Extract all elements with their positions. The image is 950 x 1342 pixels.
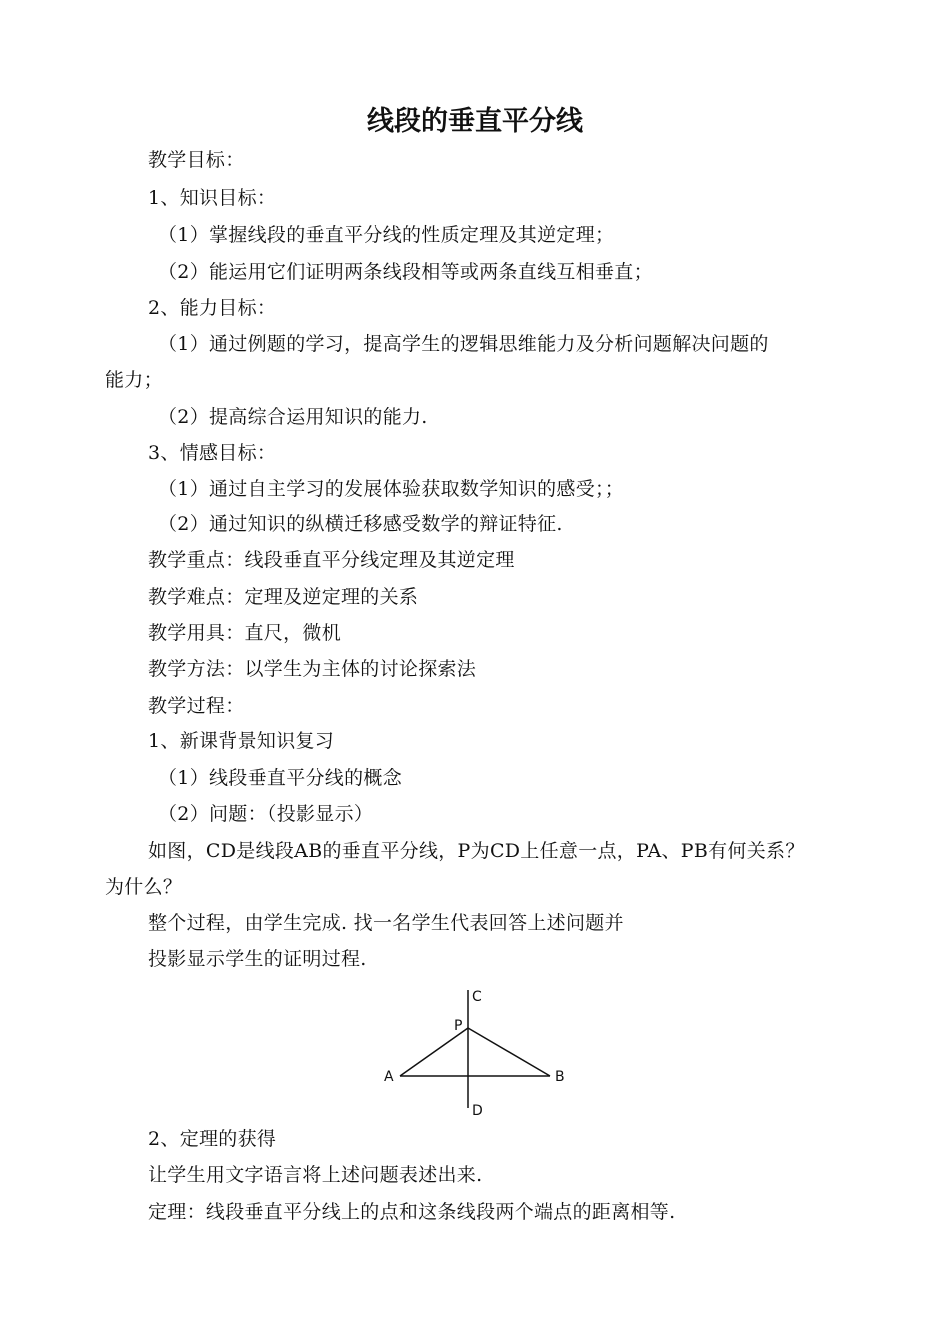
text-line: 教学目标： (148, 149, 245, 171)
text-line: 为什么？ (105, 876, 183, 898)
label-d: D (472, 1103, 483, 1119)
text-line: （1）线段垂直平分线的概念 (158, 767, 402, 789)
text-line: 1、知识目标： (148, 187, 277, 209)
text-line: 教学重点：线段垂直平分线定理及其逆定理 (148, 549, 515, 571)
text-line: 2、能力目标： (148, 297, 277, 319)
text-line: （2）问题：（投影显示） (158, 803, 374, 825)
text-line: （1）通过自主学习的发展体验获取数学知识的感受；； (158, 478, 625, 500)
text-line: 1、新课背景知识复习 (148, 730, 335, 752)
text-line: 2、定理的获得 (148, 1128, 277, 1150)
text-line: 教学过程： (148, 695, 245, 717)
text-line: （2）通过知识的纵横迁移感受数学的辩证特征. (158, 513, 563, 535)
label-b: B (555, 1069, 565, 1085)
text-line: 教学方法：以学生为主体的讨论探索法 (148, 658, 477, 680)
line-pa (400, 1028, 468, 1076)
text-line: 让学生用文字语言将上述问题表述出来. (148, 1164, 483, 1186)
geometry-figure (370, 984, 580, 1120)
text-line: 定理：线段垂直平分线上的点和这条线段两个端点的距离相等. (148, 1201, 676, 1223)
text-line: 如图，CD是线段AB的垂直平分线，P为CD上任意一点，PA、PB有何关系？ (148, 840, 805, 862)
line-pb (468, 1028, 550, 1076)
label-p: P (454, 1018, 463, 1034)
document-title: 线段的垂直平分线 (367, 106, 583, 137)
text-line: 3、情感目标： (148, 442, 277, 464)
text-line: （1）通过例题的学习，提高学生的逻辑思维能力及分析问题解决问题的 (158, 333, 769, 355)
text-line: （1）掌握线段的垂直平分线的性质定理及其逆定理； (158, 224, 615, 246)
text-line: 投影显示学生的证明过程. (148, 948, 367, 970)
text-line: 能力； (105, 369, 163, 391)
text-line: 教学用具：直尺，微机 (148, 622, 342, 644)
text-line: （2）能运用它们证明两条线段相等或两条直线互相垂直； (158, 261, 653, 283)
text-line: 整个过程，由学生完成. 找一名学生代表回答上述问题并 (148, 912, 624, 934)
label-c: C (472, 989, 482, 1005)
text-line: （2）提高综合运用知识的能力. (158, 406, 428, 428)
label-a: A (384, 1069, 394, 1085)
text-line: 教学难点：定理及逆定理的关系 (148, 586, 419, 608)
